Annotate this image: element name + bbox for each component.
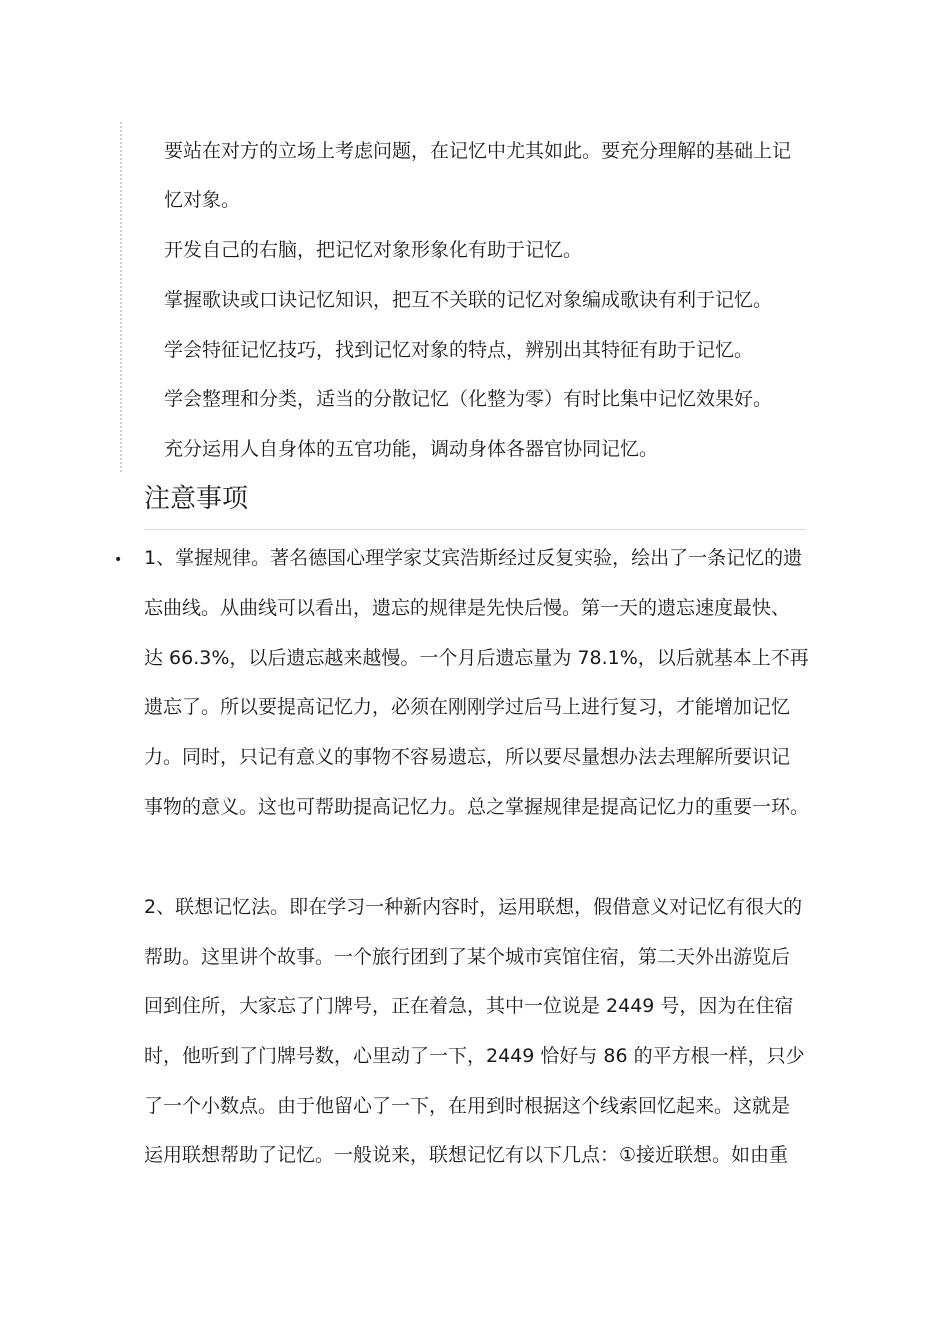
item1-line: 遗忘了。所以要提高记忆力，必须在刚刚学过后马上进行复习，才能增加记忆 — [144, 696, 791, 718]
item1-line: 事物的意义。这也可帮助提高记忆力。总之掌握规律是提高记忆力的重要一环。 — [144, 796, 810, 818]
quote-line: 充分运用人自身体的五官功能，调动身体各器官协同记忆。 — [164, 438, 659, 460]
item2-line: 了一个小数点。由于他留心了一下，在用到时根据这个线索回忆起来。这就是 — [144, 1095, 791, 1117]
item1-line: 力。同时，只记有意义的事物不容易遗忘，所以要尽量想办法去理解所要识记 — [144, 746, 791, 768]
quote-line: 要站在对方的立场上考虑问题，在记忆中尤其如此。要充分理解的基础上记 — [164, 140, 792, 162]
item2-line: 时，他听到了门牌号数，心里动了一下，2449 恰好与 86 的平方根一样，只少 — [144, 1045, 805, 1067]
quote-line: 学会整理和分类，适当的分散记忆（化整为零）有时比集中记忆效果好。 — [164, 388, 773, 410]
item1-line: 达 66.3%，以后遗忘越来越慢。一个月后遗忘量为 78.1%，以后就基本上不再 — [144, 647, 809, 669]
section-heading: 注意事项 — [144, 484, 249, 514]
heading-divider — [144, 529, 806, 530]
quote-line: 忆对象。 — [164, 189, 241, 211]
item2-line: 帮助。这里讲个故事。一个旅行团到了某个城市宾馆住宿，第二天外出游览后 — [144, 946, 791, 968]
item2-line: 运用联想帮助了记忆。一般说来，联想记忆有以下几点：①接近联想。如由重 — [144, 1144, 789, 1166]
item2-line: 回到住所，大家忘了门牌号，正在着急，其中一位说是 2449 号，因为在住宿 — [144, 995, 794, 1017]
bullet-icon: • — [114, 552, 123, 568]
quote-line: 开发自己的右脑，把记忆对象形象化有助于记忆。 — [164, 239, 583, 261]
item1-line: 1、掌握规律。著名德国心理学家艾宾浩斯经过反复实验，绘出了一条记忆的遗 — [144, 547, 803, 569]
item2-line: 2、联想记忆法。即在学习一种新内容时，运用联想，假借意义对记忆有很大的 — [144, 896, 803, 918]
quote-line: 掌握歌诀或口诀记忆知识，把互不关联的记忆对象编成歌诀有利于记忆。 — [164, 289, 773, 311]
item1-line: 忘曲线。从曲线可以看出，遗忘的规律是先快后慢。第一天的遗忘速度最快、 — [144, 597, 791, 619]
quote-line: 学会特征记忆技巧，找到记忆对象的特点，辨别出其特征有助于记忆。 — [164, 339, 754, 361]
